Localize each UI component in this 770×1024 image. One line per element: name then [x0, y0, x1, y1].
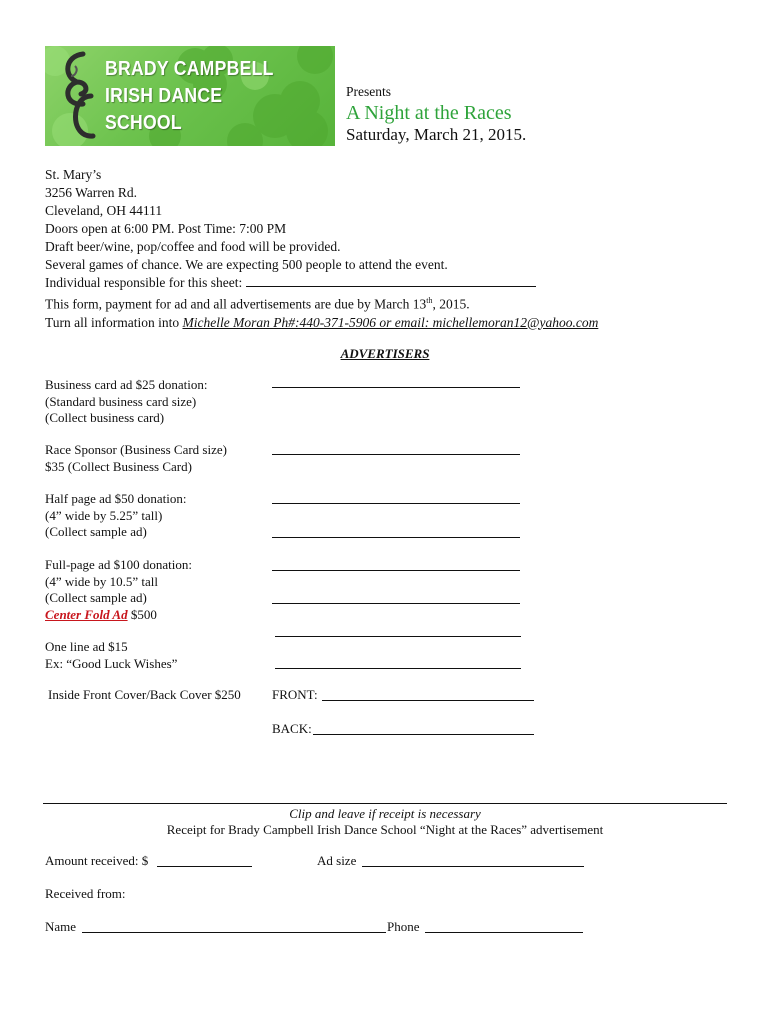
amount-received-field[interactable] — [157, 866, 252, 867]
logo-line-2: IRISH DANCE — [105, 85, 223, 107]
logo-line-1: BRADY CAMPBELL — [105, 58, 274, 80]
due-suffix: , 2015. — [432, 296, 470, 312]
event-times: Doors open at 6:00 PM. Post Time: 7:00 PM — [45, 221, 287, 236]
full-page-ad-field-1[interactable] — [272, 570, 520, 571]
one-line-line-1: One line ad $15 — [45, 639, 128, 654]
amount-received-label: Amount received: $ — [45, 853, 149, 868]
ad-size-label: Ad size — [317, 853, 357, 868]
center-fold-price: $500 — [127, 606, 157, 622]
half-page-ad-field-1[interactable] — [272, 503, 520, 504]
due-prefix: This form, payment for ad and all advertisements are due by March 13 — [45, 296, 427, 312]
responsible-field[interactable] — [246, 274, 536, 287]
full-page-line-3: (Collect sample ad) — [45, 590, 147, 605]
bc-monogram-icon — [53, 46, 113, 146]
full-page-line-1: Full-page ad $100 donation: — [45, 557, 192, 572]
venue-city: Cleveland, OH 44111 — [45, 203, 163, 218]
event-title: A Night at the Races — [346, 102, 512, 124]
school-logo — [45, 46, 335, 146]
venue-name: St. Mary’s — [45, 167, 102, 182]
logo-line-3: SCHOOL — [105, 112, 182, 134]
turn-in-label: Turn all information into — [45, 314, 183, 330]
responsible-row — [45, 274, 598, 292]
one-line-ad-label — [45, 639, 177, 672]
half-page-line-1: Half page ad $50 donation: — [45, 491, 187, 506]
full-page-ad-field-2[interactable] — [272, 603, 520, 604]
event-info — [45, 166, 598, 332]
phone-field[interactable] — [425, 932, 583, 933]
due-date-row — [45, 292, 598, 314]
half-page-line-2: (4” wide by 5.25” tall) — [45, 507, 163, 523]
front-label: FRONT: — [272, 687, 318, 702]
clip-divider — [43, 803, 727, 804]
full-page-ad-label — [45, 557, 192, 623]
advertisers-heading: ADVERTISERS — [340, 346, 430, 361]
games-note: Several games of chance. We are expecting 500 people to attend the event. — [45, 257, 448, 272]
front-cover-field[interactable] — [322, 700, 534, 701]
half-page-line-3: (Collect sample ad) — [45, 524, 147, 539]
responsible-label: Individual responsible for this sheet: — [45, 275, 246, 290]
turn-in-row — [45, 314, 598, 332]
logo-text — [105, 56, 274, 137]
half-page-ad-label — [45, 491, 187, 541]
business-card-ad-label — [45, 377, 207, 427]
provided-note: Draft beer/wine, pop/coffee and food will be provided. — [45, 239, 341, 254]
race-sponsor-line-2: $35 (Collect Business Card) — [45, 458, 192, 474]
business-card-line-3: (Collect business card) — [45, 410, 165, 425]
received-from-label: Received from: — [45, 886, 126, 901]
race-sponsor-line-1: Race Sponsor (Business Card size) — [45, 442, 227, 457]
center-fold-row — [45, 607, 192, 624]
one-line-line-2: Ex: “Good Luck Wishes” — [45, 655, 178, 671]
business-card-line-1: Business card ad $25 donation: — [45, 377, 208, 392]
back-cover-field[interactable] — [313, 734, 534, 735]
center-fold-link[interactable]: Center Fold Ad — [45, 606, 128, 622]
business-card-line-2: (Standard business card size) — [45, 393, 197, 409]
receipt-title: Receipt for Brady Campbell Irish Dance School “Night at the Races” advertisement — [166, 822, 604, 837]
clip-note: Clip and leave if receipt is necessary — [289, 806, 481, 821]
one-line-ad-field-1[interactable] — [275, 636, 521, 637]
phone-label: Phone — [387, 919, 420, 934]
event-date: Saturday, March 21, 2015. — [346, 125, 527, 144]
presents-label: Presents — [346, 84, 391, 99]
ad-size-field[interactable] — [362, 866, 584, 867]
race-sponsor-label — [45, 442, 227, 475]
contact-link[interactable]: Michelle Moran Ph#:440-371-5906 or email: michellemoran12@yahoo.com — [182, 314, 599, 330]
one-line-ad-field-2[interactable] — [275, 668, 521, 669]
name-field[interactable] — [82, 932, 386, 933]
half-page-ad-field-2[interactable] — [272, 537, 520, 538]
business-card-ad-field[interactable] — [272, 387, 520, 388]
full-page-line-2: (4” wide by 10.5” tall — [45, 573, 158, 589]
inside-cover-label: Inside Front Cover/Back Cover $250 — [48, 687, 241, 702]
due-sup: th — [426, 296, 433, 305]
name-label: Name — [45, 919, 77, 934]
venue-street: 3256 Warren Rd. — [45, 185, 138, 200]
back-label: BACK: — [272, 721, 312, 736]
race-sponsor-field[interactable] — [272, 454, 520, 455]
